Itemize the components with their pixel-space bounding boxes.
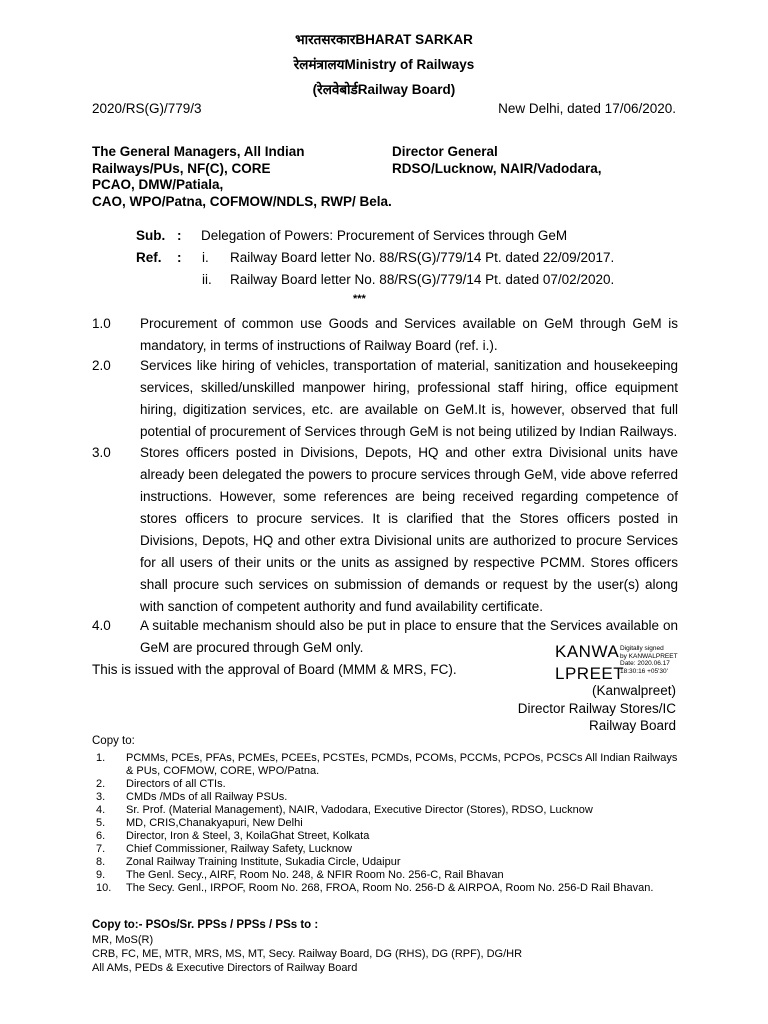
list-item-number: 6. xyxy=(96,830,106,842)
list-item-text: Director, Iron & Steel, 3, KoilaGhat Street, Kolkata xyxy=(126,830,370,842)
list-item-text: MD, CRIS,Chanakyapuri, New Delhi xyxy=(126,817,303,829)
list-item-number: 4. xyxy=(96,804,106,816)
digital-signature-line: 18:30:16 +05'30' xyxy=(620,667,668,675)
reference-colon: : xyxy=(177,250,182,265)
paragraph-text: A suitable mechanism should also be put in place to ensure that the Services available on GeM are procured through GeM only. xyxy=(140,618,678,655)
list-item-number: 10. xyxy=(96,882,112,894)
subject-text: Delegation of Powers: Procurement of Services through GeM xyxy=(201,228,568,243)
copy-pso-line: MR, MoS(R) xyxy=(92,934,154,946)
list-item-text: The Secy. Genl., IRPOF, Room No. 268, FROA, Room No. 256-D & AIRPOA, Room No. 256-D Rail Bhavan. xyxy=(126,882,654,894)
digital-signature-line: by KANWALPREET xyxy=(620,652,678,660)
paragraph-text: Services like hiring of vehicles, transportation of material, sanitization and housekeeping services, skilled/unskilled manpower hiring, professional staff hiring, office equipment hiring, digitization services, etc. are available on GeM.It is, however, observed that full potential of procurement of Services through GeM is not being utilized by Indian Railways. xyxy=(140,358,678,439)
reference-num: ii. xyxy=(202,272,212,287)
list-item-text: PCMMs, PCEs, PFAs, PCMEs, PCEEs, PCSTEs, PCMDs, PCOMs, PCCMs, PCPOs, PCSCs All Indian Railways & PUs, COFMOW, CORE, WPO/Patna. xyxy=(126,752,678,777)
copy-pso-list xyxy=(92,933,522,975)
paragraph-1 xyxy=(92,313,678,357)
header-line-3: (रेलवेबोर्डRailway Board) xyxy=(312,82,456,97)
subject-colon: : xyxy=(177,228,182,243)
copy-pso-line: CRB, FC, ME, MTR, MRS, MS, MT, Secy. Railway Board, DG (RHS), DG (RPF), DG/HR xyxy=(92,948,523,960)
subject-label: Sub. xyxy=(136,228,166,243)
letter-date: New Delhi, dated 17/06/2020. xyxy=(498,101,676,116)
list-item-number: 7. xyxy=(96,843,106,855)
addressee-right-line: Director General xyxy=(392,144,498,159)
header-line-1: भारतसरकारBHARAT SARKAR xyxy=(295,32,473,47)
copy-pso-line: All AMs, PEDs & Executive Directors of Railway Board xyxy=(92,962,358,974)
paragraph-number: 4.0 xyxy=(92,618,111,633)
list-item xyxy=(92,856,684,869)
list-item-number: 5. xyxy=(96,817,106,829)
digital-signature-line: Date: 2020.06.17 xyxy=(620,660,670,667)
copy-pso-heading: Copy to:- PSOs/Sr. PPSs / PPSs / PSs to : xyxy=(92,919,319,931)
addressee-left-line: CAO, WPO/Patna, COFMOW/NDLS, RWP/ Bela. xyxy=(92,193,392,209)
list-item xyxy=(92,778,684,791)
list-item-number: 3. xyxy=(96,791,106,803)
list-item-number: 9. xyxy=(96,869,106,881)
list-item xyxy=(92,817,684,830)
paragraph-number: 3.0 xyxy=(92,445,111,460)
signature-name-part1: KANWA xyxy=(555,642,620,661)
paragraph-text: Stores officers posted in Divisions, Depots, HQ and other extra Divisional units have already been delegated the powers to procure services through GeM, vide above referred instructions. However, some references are being received regarding competence of stores officers to procure services. It is clarified that the Stores officers posted in Divisions, Depots, HQ and other extra Divisional units are authorized to procure Services for all users of their units or the units as assigned by respective PCMM. Stores officers shall procure such services on submission of demands or request by the user(s) along with sanction of competent authority and fund availability certificate. xyxy=(140,445,678,614)
copy-to-heading: Copy to: xyxy=(92,735,135,747)
addressee-left-line: The General Managers, All Indian xyxy=(92,144,305,159)
paragraph-number: 2.0 xyxy=(92,358,111,373)
signatory-office: Railway Board xyxy=(588,718,676,733)
signatory-designation: Director Railway Stores/IC xyxy=(517,701,676,716)
reference-text: Railway Board letter No. 88/RS(G)/779/14 Pt. dated 22/09/2017. xyxy=(230,250,615,265)
digital-signature-stamp xyxy=(620,645,678,675)
list-item-text: Directors of all CTIs. xyxy=(126,778,226,790)
reference-label: Ref. xyxy=(136,250,162,265)
list-item xyxy=(92,882,684,895)
reference-text: Railway Board letter No. 88/RS(G)/779/14 Pt. dated 07/02/2020. xyxy=(230,272,615,287)
paragraph-2 xyxy=(92,355,678,443)
list-item-number: 8. xyxy=(96,856,106,868)
separator: *** xyxy=(353,293,366,305)
list-item-text: The Genl. Secy., AIRF, Room No. 248, & NFIR Room No. 256-C, Rail Bhavan xyxy=(126,869,504,881)
list-item xyxy=(92,869,684,882)
list-item xyxy=(92,791,684,804)
reference-num: i. xyxy=(202,250,209,265)
list-item-text: Sr. Prof. (Material Management), NAIR, Vadodara, Executive Director (Stores), RDSO, Lucknow xyxy=(126,804,593,816)
addressee-left-line: Railways/PUs, NF(C), CORE xyxy=(92,160,271,176)
signatory-name: (Kanwalpreet) xyxy=(591,683,676,698)
list-item-text: CMDs /MDs of all Railway PSUs. xyxy=(126,791,288,803)
list-item-number: 2. xyxy=(96,778,106,790)
addressee-left xyxy=(92,144,392,210)
approval-note: This is issued with the approval of Board (MMM & MRS, FC). xyxy=(92,662,457,677)
addressee-right-line: RDSO/Lucknow, NAIR/Vadodara, xyxy=(392,160,602,176)
copy-to-list xyxy=(92,752,684,895)
addressee-left-line: PCAO, DMW/Patiala, xyxy=(92,177,224,192)
list-item xyxy=(92,804,684,817)
list-item xyxy=(92,843,684,856)
paragraph-3 xyxy=(92,442,678,618)
letter-number: 2020/RS(G)/779/3 xyxy=(92,101,202,116)
list-item xyxy=(92,830,684,843)
list-item xyxy=(92,752,684,778)
list-item-text: Zonal Railway Training Institute, Sukadia Circle, Udaipur xyxy=(126,856,401,868)
signature-name-part2: LPREET xyxy=(555,664,625,683)
paragraph-text: Procurement of common use Goods and Services available on GeM through GeM is mandatory, in terms of instructions of Railway Board (ref. i.). xyxy=(140,316,678,353)
header-line-2: रेलमंत्रालयMinistry of Railways xyxy=(293,57,475,72)
list-item-number: 1. xyxy=(96,752,106,764)
list-item-text: Chief Commissioner, Railway Safety, Lucknow xyxy=(126,843,352,855)
addressee-right xyxy=(392,144,602,177)
digital-signature-line: Digitally signed xyxy=(620,645,664,652)
paragraph-number: 1.0 xyxy=(92,316,111,331)
